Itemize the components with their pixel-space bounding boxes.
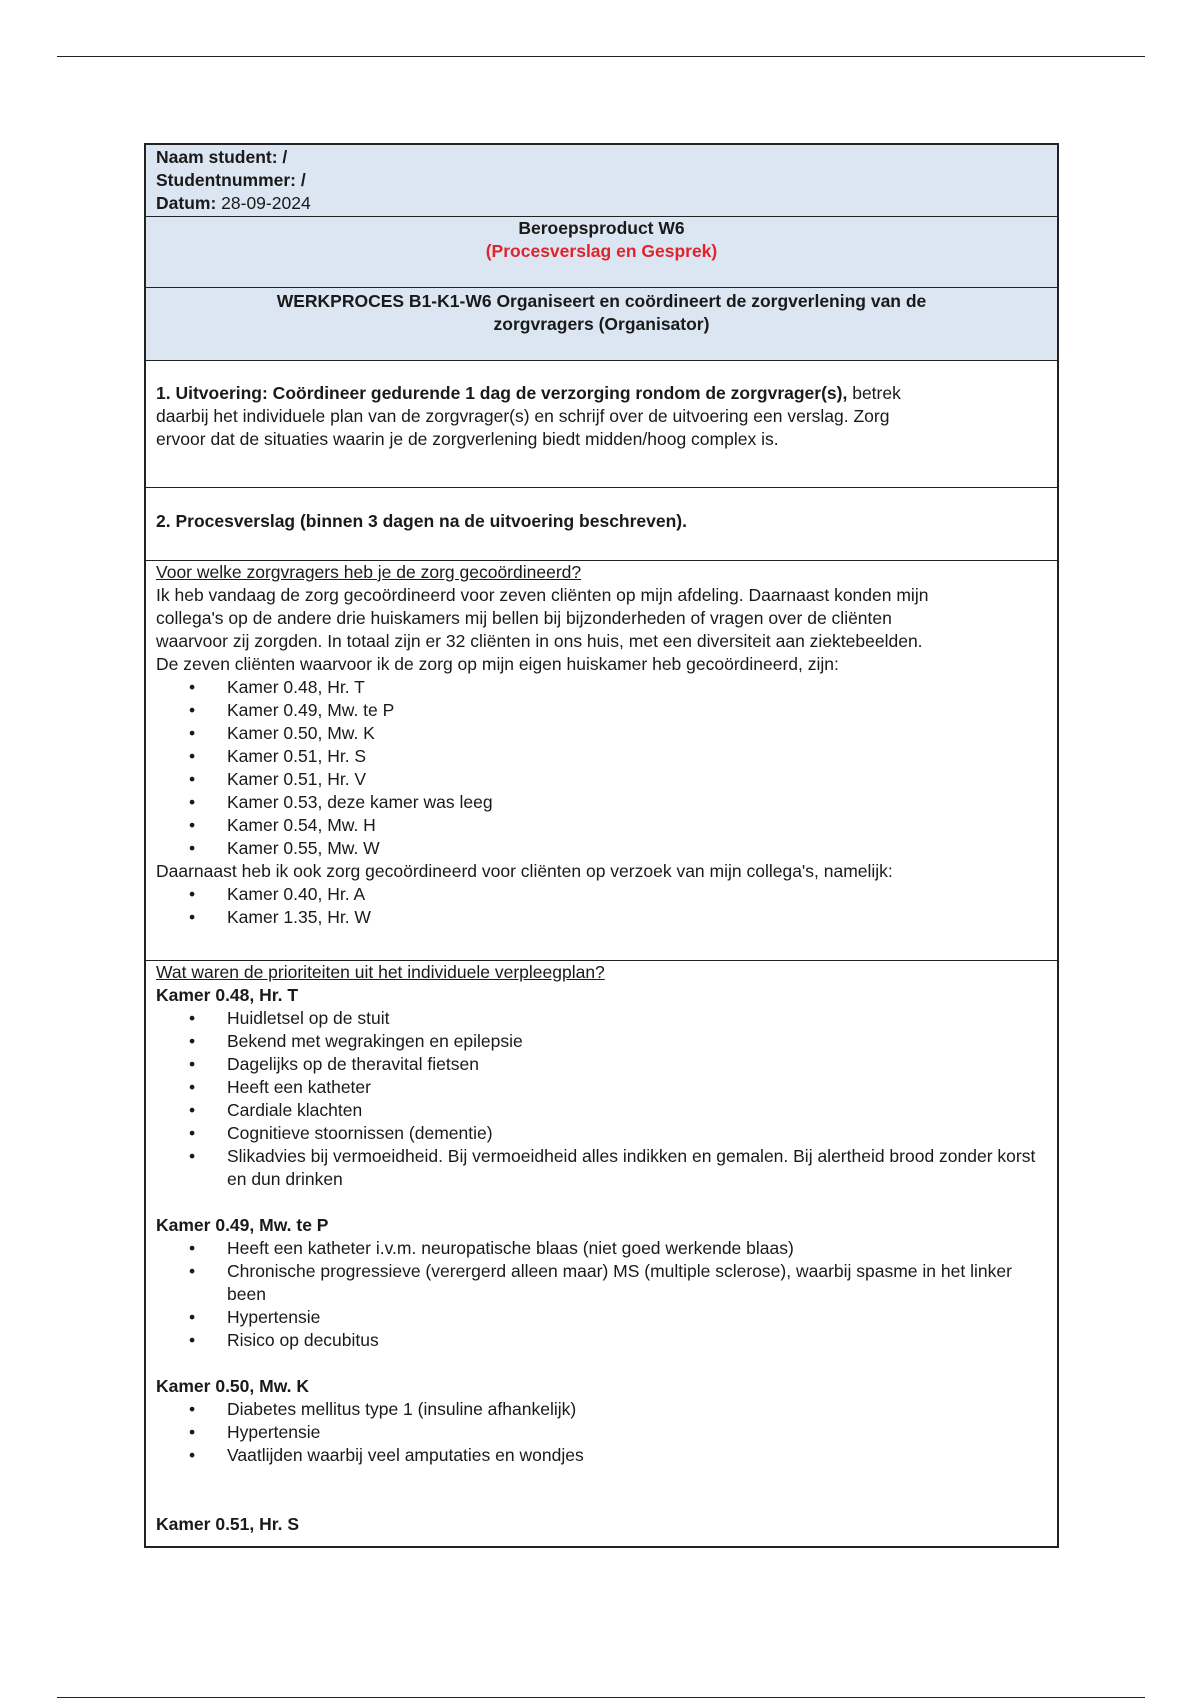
list-item: • Vaatlijden waarbij veel amputaties en wondjes [156,1444,1047,1467]
list-item: • Hypertensie [156,1306,1047,1329]
student-name: Naam student: / [156,147,288,167]
list-item: • Hypertensie [156,1421,1047,1444]
bottom-page-rule [57,1697,1145,1698]
clients-paragraph-line: De zeven cliënten waarvoor ik de zorg op mijn eigen huiskamer heb gecoördineerd, zijn: [156,654,839,674]
spacer [156,1467,1047,1513]
spacer [156,1191,1047,1214]
priorities-cell [146,961,1057,1546]
room-title: Kamer 0.48, Hr. T [156,985,299,1005]
list-item: • Dagelijks op de theravital fietsen [156,1053,1047,1076]
report-heading: 2. Procesverslag (binnen 3 dagen na de uitvoering beschreven). [156,511,687,531]
form-table [144,143,1059,1548]
list-item: • Cardiale klachten [156,1099,1047,1122]
clients-paragraph-line: collega's op de andere drie huiskamers mij bellen bij bijzonderheden of vragen over de cliënten [156,608,892,628]
clients-question: Voor welke zorgvragers heb je de zorg gecoördineerd? [156,562,582,582]
list-item: • Chronische progressieve (verergerd alleen maar) MS (multiple sclerose), waarbij spasme in het linker been [156,1260,1047,1306]
list-item: • Kamer 0.53, deze kamer was leeg [156,791,1047,814]
list-item: • Kamer 0.40, Hr. A [156,883,1047,906]
work-process-line-2: zorgvragers (Organisator) [493,314,710,334]
clients-cell [146,561,1057,961]
task-heading: 1. Uitvoering: Coördineer gedurende 1 dag de verzorging rondom de zorgvrager(s), [156,383,848,403]
list-item: • Diabetes mellitus type 1 (insuline afhankelijk) [156,1398,1047,1421]
task-line-2: daarbij het individuele plan van de zorgvrager(s) en schrijf over de uitvoering een verslag. Zorg [156,406,890,426]
list-item: • Bekend met wegrakingen en epilepsie [156,1030,1047,1053]
list-item: • Huidletsel op de stuit [156,1007,1047,1030]
room-priorities-list [156,1398,1047,1467]
list-item: • Cognitieve stoornissen (dementie) [156,1122,1047,1145]
work-process-cell [146,288,1057,361]
list-item: • Kamer 0.48, Hr. T [156,676,1047,699]
task-line-1 [156,382,1047,405]
task-line-1-rest: betrek [847,383,901,403]
product-subtitle: (Procesverslag en Gesprek) [485,241,718,261]
student-number: Studentnummer: / [156,170,306,190]
other-rooms-list [156,883,1047,929]
spacer [156,1352,1047,1375]
list-item: • Kamer 0.50, Mw. K [156,722,1047,745]
date-label: Datum: [156,193,217,213]
room-title: Kamer 0.49, Mw. te P [156,1215,329,1235]
list-item: • Kamer 0.55, Mw. W [156,837,1047,860]
top-page-rule [57,56,1145,57]
report-cell [146,488,1057,561]
product-title: Beroepsproduct W6 [518,218,685,238]
own-rooms-list [156,676,1047,860]
room-priorities-list [156,1007,1047,1191]
student-info-cell [146,145,1057,217]
task-cell [146,361,1057,488]
clients-paragraph-line: Ik heb vandaag de zorg gecoördineerd voor zeven cliënten op mijn afdeling. Daarnaast konden mijn [156,585,929,605]
date-value: 28-09-2024 [221,193,311,213]
room-title: Kamer 0.51, Hr. S [156,1514,299,1534]
list-item: • Kamer 0.51, Hr. V [156,768,1047,791]
task-line-3: ervoor dat de situaties waarin je de zorgverlening biedt midden/hoog complex is. [156,429,779,449]
list-item: • Kamer 1.35, Hr. W [156,906,1047,929]
list-item: • Kamer 0.51, Hr. S [156,745,1047,768]
list-item: • Slikadvies bij vermoeidheid. Bij vermoeidheid alles indikken en gemalen. Bij alertheid brood zonder korst en dun drinken [156,1145,1047,1191]
clients-paragraph-line: Daarnaast heb ik ook zorg gecoördineerd voor cliënten op verzoek van mijn collega's, namelijk: [156,861,893,881]
product-cell [146,217,1057,288]
work-process-line-1: WERKPROCES B1-K1-W6 Organiseert en coördineert de zorgverlening van de [276,291,927,311]
list-item: • Heeft een katheter i.v.m. neuropatische blaas (niet goed werkende blaas) [156,1237,1047,1260]
date-line [156,192,1047,215]
list-item: • Kamer 0.49, Mw. te P [156,699,1047,722]
clients-paragraph-line: waarvoor zij zorgden. In totaal zijn er 32 cliënten in ons huis, met een diversiteit aan ziektebeelden. [156,631,923,651]
priorities-question: Wat waren de prioriteiten uit het individuele verpleegplan? [156,962,605,982]
list-item: • Heeft een katheter [156,1076,1047,1099]
room-priorities-list [156,1237,1047,1352]
room-title: Kamer 0.50, Mw. K [156,1376,310,1396]
list-item: • Kamer 0.54, Mw. H [156,814,1047,837]
list-item: • Risico op decubitus [156,1329,1047,1352]
